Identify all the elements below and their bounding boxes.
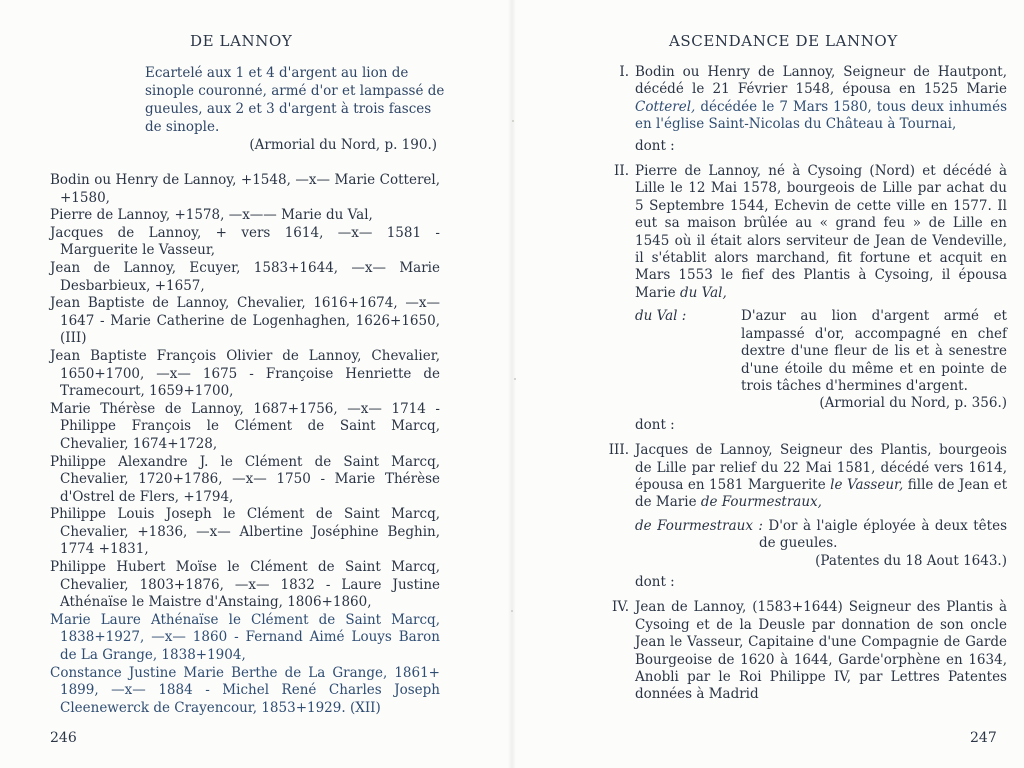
right-running-head: ASCENDANCE DE LANNOY [669, 32, 898, 50]
fourmestraux-arms [635, 518, 1007, 570]
right-page-number: 247 [970, 730, 997, 746]
lineage-entry: Jean Baptiste de Lannoy, Chevalier, 1616+1674, —x— 1647 - Marie Catherine de Logenhaghen, 1626+1650, (III) [50, 295, 440, 347]
generation-text: Jacques de Lannoy, Seigneur des Plantis, bourgeois de Lille par relief du 22 Mai 1581, décédé vers 1614, épousa en 1581 Marguerite [635, 442, 1007, 493]
generation-number: IV. [611, 599, 629, 616]
arms-label: de Fourmestraux : [635, 517, 763, 534]
generation-text: fille de Jean et de Marie [635, 476, 1007, 511]
du-val-arms [635, 308, 1007, 412]
ascendance-body [607, 64, 1007, 708]
lineage-entry: Pierre de Lannoy, +1578, —x—— Marie du Val, [50, 207, 373, 224]
arms-label: du Val : [635, 308, 687, 325]
blazon-text: Ecartelé aux 1 et 4 d'argent au lion de sinople couronné, armé d'or et lampassé de gueules, aux 2 et 3 d'argent à trois fasces de sinople. [145, 65, 445, 135]
arms-source: (Armorial du Nord, p. 356.) [819, 395, 1007, 412]
arms-source: (Patentes du 18 Aout 1643.) [815, 552, 1007, 569]
generation-number: II. [614, 163, 629, 180]
lineage-entry: Philippe Louis Joseph le Clément de Saint Marcq, Chevalier, +1836, —x— Albertine Joséphine Beghin, 1774 +1831, [50, 506, 440, 558]
generation-4 [607, 599, 1007, 703]
generation-3 [607, 442, 1007, 512]
lineage-entry: Philippe Alexandre J. le Clément de Saint Marcq, Chevalier, 1720+1786, —x— 1750 - Marie Thérèse d'Ostrel de Flers, +1794, [50, 453, 440, 505]
lineage-entry: Jean Baptiste François Olivier de Lannoy, Chevalier, 1650+1700, —x— 1675 - Françoise Henriette de Tramecourt, 1659+1700, [50, 347, 440, 400]
lineage-entry: Marie Laure Athénaïse le Clément de Saint Marcq, 1838+1927, —x— 1860 - Fernand Aimé Louys Baron de La Grange, 1838+1904, [50, 611, 440, 664]
arms-text: D'or à l'aigle éployée à deux têtes de gueules. [759, 517, 1007, 552]
generation-text: Pierre de Lannoy, né à Cysoing (Nord) et décédé à Lille le 12 Mai 1578, bourgeois de Lille par achat du 5 Septembre 1544, Echevin de cette ville en 1577. Il eut sa maison brûlée au « grand feu » de Lille en 1545 où il était alors serviteur de Jean de Vendeville, il s'établit alors marchand, fit fortune et acquit en Mars 1553 le fief des Plantis à Cysoing, il épousa Marie [635, 163, 1007, 301]
generation-1 [607, 64, 1007, 134]
lannoy-blazon [145, 64, 445, 154]
lineage-entry: Bodin ou Henry de Lannoy, +1548, —x— Marie Cotterel, +1580, [50, 172, 440, 206]
spouse-name: Cotterel, [635, 98, 696, 115]
spouse-name: le Vasseur, [830, 476, 904, 493]
lineage-entry: Jacques de Lannoy, + vers 1614, —x— 1581 - Marguerite le Vasseur, [50, 224, 440, 259]
left-running-head: DE LANNOY [190, 32, 293, 50]
lineage-entry: Constance Justine Marie Berthe de La Grange, 1861+ 1899, —x— 1884 - Michel René Charles Joseph Cleenewerck de Crayencour, 1853+1929. (XII) [50, 664, 440, 716]
lineage-entry: Jean de Lannoy, Ecuyer, 1583+1644, —x— Marie Desbarbieux, +1657, [50, 259, 440, 294]
dont-line: dont : [635, 573, 675, 590]
generation-text: Bodin ou Henry de Lannoy, Seigneur de Hautpont, décédé le 21 Février 1548, épousa en 1525 Marie [635, 64, 1007, 98]
lineage-list [50, 172, 440, 717]
mother-name: de Fourmestraux, [700, 494, 822, 511]
lineage-entry: Marie Thérèse de Lannoy, 1687+1756, —x— 1714 - Philippe François le Clément de Saint Marcq, Chevalier, 1674+1728, [50, 400, 440, 452]
lineage-entry: Philippe Hubert Moïse le Clément de Saint Marcq, Chevalier, 1803+1876, —x— 1832 - Laure Justine Athénaïse le Maistre d'Anstaing, 1806+1860, [50, 559, 440, 611]
generation-text: Jean de Lannoy, (1583+1644) Seigneur des Plantis à Cysoing et de la Deusle par donnation de son oncle Jean le Vasseur, Capitaine d'une Compagnie de Garde Bourgeoise de 1620 à 1644, Garde'orphène en 1634, Anobli par le Roi Philippe IV, par Lettres Patentes données à Madrid [635, 599, 1007, 703]
generation-number: I. [619, 64, 629, 80]
left-page-number: 246 [50, 730, 77, 746]
dont-line: dont : [635, 416, 675, 433]
blazon-source: (Armorial du Nord, p. 190.) [249, 137, 437, 153]
arms-text: D'azur au lion d'argent armé et lampassé d'or, accompagné en chef dextre d'une fleur de lis et à senestre d'une étoile du même et en pointe de trois tâches d'hermines d'argent. [741, 308, 1007, 394]
dont-line: dont : [635, 137, 675, 154]
generation-2 [607, 163, 1007, 302]
generation-text: décédée le 7 Mars 1580, tous deux inhumés en l'église Saint-Nicolas du Château à Tournai, [635, 98, 1007, 133]
generation-number: III. [608, 442, 629, 459]
spouse-name: du Val, [679, 284, 727, 301]
right-page [512, 0, 1024, 768]
